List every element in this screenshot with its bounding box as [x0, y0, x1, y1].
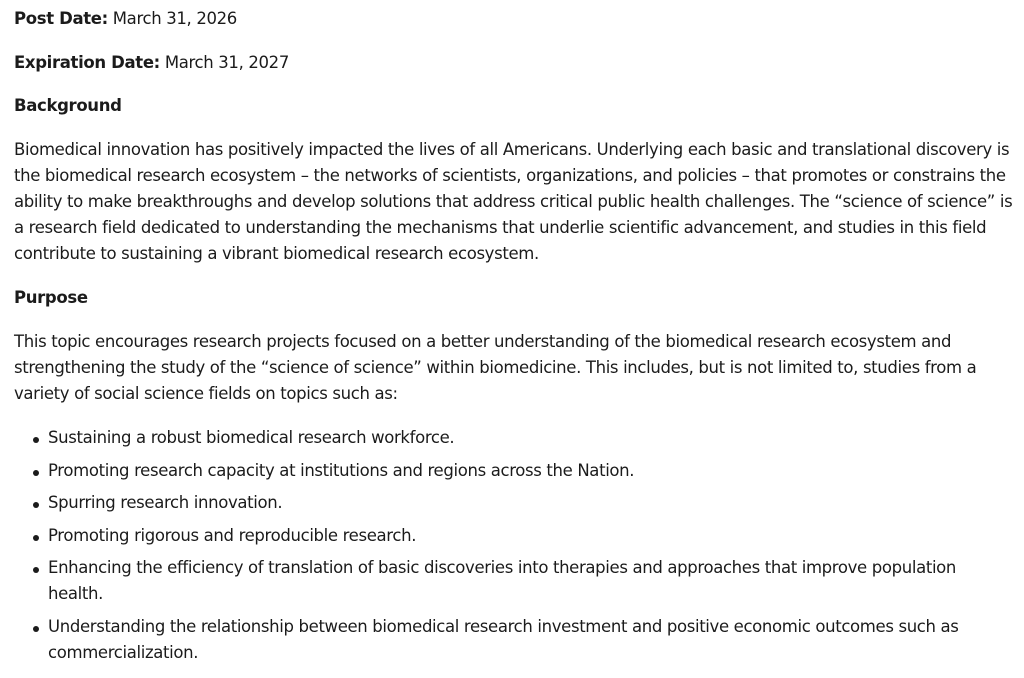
list-item	[14, 614, 1014, 666]
list-item	[14, 555, 1014, 607]
expiration-date-value: March 31, 2027	[164, 53, 289, 72]
bullet-icon	[33, 626, 39, 632]
expiration-date	[14, 50, 289, 76]
list-item-text: Enhancing the efficiency of translation of basic discoveries into therapies and approaches that improve population health.	[48, 558, 957, 603]
list-item-text: Promoting research capacity at institutions and regions across the Nation.	[48, 460, 635, 480]
list-item-text: Sustaining a robust biomedical research workforce.	[48, 428, 455, 447]
bullet-icon	[33, 567, 39, 573]
list-item	[14, 523, 1014, 549]
list-item	[14, 458, 1014, 484]
post-date	[14, 6, 237, 32]
bullet-icon	[33, 535, 39, 541]
post-date-label: Post Date:	[14, 9, 108, 28]
list-item-text: Promoting rigorous and reproducible research.	[48, 525, 417, 545]
purpose-heading: Purpose	[14, 288, 88, 307]
bullet-icon	[33, 502, 39, 508]
purpose-topic-list	[14, 425, 1014, 672]
background-heading: Background	[14, 96, 122, 115]
bullet-icon	[33, 470, 39, 476]
background-paragraph: Biomedical innovation has positively impacted the lives of all Americans. Underlying each basic and translational discovery is the biomedical research ecosystem – the networks of scientists, organizations, and policies – that promotes or constrains the ability to make breakthroughs and develop solutions that address critical public health challenges. The “science of science” is a research field dedicated to understanding the mechanisms that underlie scientific advancement, and studies in this field contribute to sustaining a vibrant biomedical research ecosystem.	[14, 140, 1013, 263]
list-item	[14, 425, 1014, 451]
list-item-text: Spurring research innovation.	[48, 493, 283, 512]
expiration-date-label: Expiration Date:	[14, 53, 160, 72]
list-item-text: Understanding the relationship between biomedical research investment and positive economic outcomes such as commercialization.	[48, 616, 959, 662]
purpose-paragraph: This topic encourages research projects focused on a better understanding of the biomedical research ecosystem and strengthening the study of the “science of science” within biomedicine. This includes, but is not limited to, studies from a variety of social science fields on topics such as:	[14, 332, 977, 403]
list-item	[14, 490, 1014, 516]
bullet-icon	[33, 437, 39, 443]
post-date-value: March 31, 2026	[112, 9, 237, 28]
